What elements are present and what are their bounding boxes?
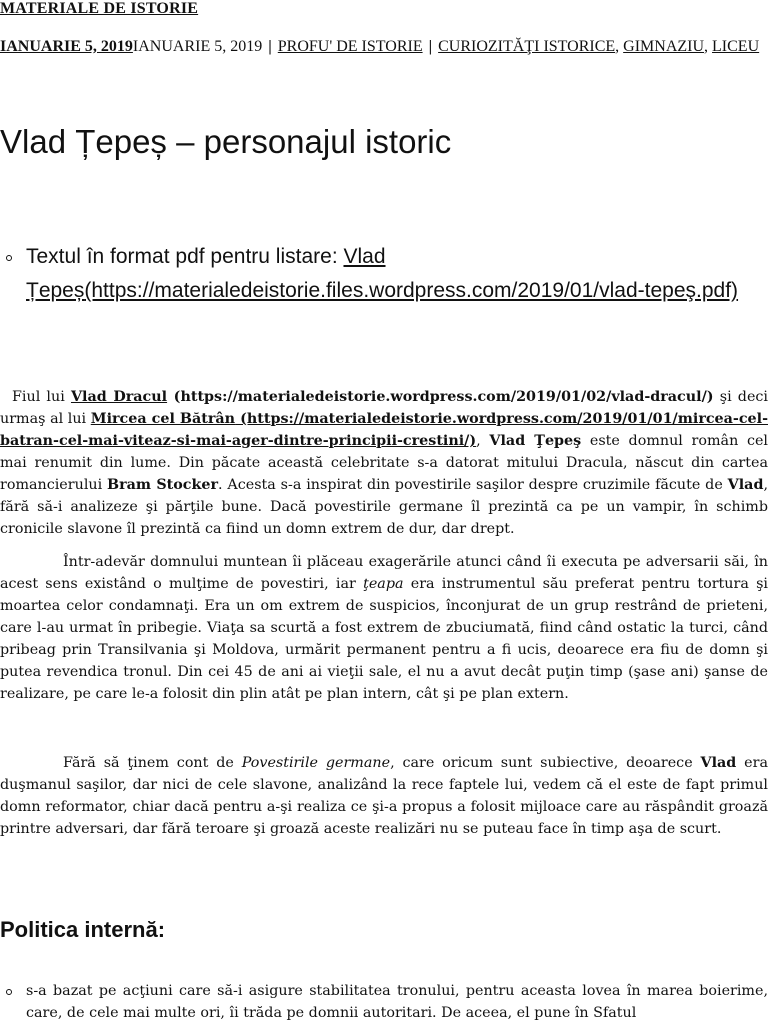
internal-policy-list <box>0 980 768 1024</box>
post-title: Vlad Țepeș – personajul istoric <box>0 123 452 160</box>
post-meta <box>0 36 768 58</box>
category-comma: , <box>704 38 713 55</box>
text: şi deci urmaş al lui <box>0 389 768 427</box>
text: Într-adevăr domnului muntean îi plăceau exagerările atunci când îi executa pe adversarii săi, în acest sens existând o mulţime de povestiri, iar <box>0 554 768 592</box>
hollow-bullet-icon <box>6 989 12 995</box>
bold-name: Vlad Ţepeş <box>489 433 582 449</box>
category-comma: , <box>615 38 624 55</box>
meta-separator: | <box>268 38 272 55</box>
pdf-download-link[interactable]: Vlad Țepeș <box>26 245 386 302</box>
pdf-item-prefix: Textul în format pdf pentru listare: <box>26 245 344 268</box>
italic-term: Povestirile germane <box>241 755 391 771</box>
text: , care oricum sunt subiective, deoarece <box>390 755 701 771</box>
paragraph-intro <box>0 386 768 540</box>
mircea-cel-batran-url[interactable]: (https://materialedeistorie.wordpress.com/2019/01/01/mircea-cel-batran-cel-mai-viteaz-si-mai-ager-dintre-principii-crestini/) <box>0 411 768 449</box>
list-item <box>0 980 768 1024</box>
policy-item-text: s-a bazat pe acţiuni care să-i asigure stabilitatea tronului, pentru aceasta lovea în marea boierime, care, de cele mai multe ori, îi trăda pe domnii autoritari. De aceea, el pune în Sfatul <box>26 983 768 1021</box>
section-heading: Politica internă: <box>0 917 166 942</box>
bold-name: Vlad <box>700 755 737 771</box>
post-date-published[interactable]: IANUARIE 5, 2019 <box>0 38 133 55</box>
category-link[interactable]: CURIOZITĂŢI ISTORICE <box>438 38 616 55</box>
list-item <box>0 240 768 308</box>
paragraph-reformer <box>0 752 768 840</box>
mircea-cel-batran-link[interactable]: Mircea cel Bătrân <box>90 411 236 427</box>
text: Fără să ţinem cont de <box>63 755 242 771</box>
text: este domnul român cel mai renumit din lume. Din păcate această celebritate s-a datorat mitului Dracula, născut din cartea romancierului <box>0 433 768 493</box>
meta-separator: | <box>428 38 433 55</box>
category-link[interactable]: GIMNAZIU <box>623 38 705 55</box>
site-title[interactable]: MATERIALE DE ISTORIE <box>0 0 199 17</box>
post-date-updated: IANUARIE 5, 2019 <box>132 38 263 55</box>
pdf-download-url[interactable]: (https://materialedeistorie.files.wordpress.com/2019/01/vlad-tepeş.pdf) <box>84 279 739 302</box>
category-link[interactable]: LICEU <box>712 38 760 55</box>
vlad-dracul-link[interactable]: Vlad Dracul <box>70 389 168 405</box>
bold-name: Bram Stocker <box>107 477 219 493</box>
text: era duşmanul saşilor, dar nici de cele slavone, analizând la rece faptele lui, vedem că el este de fapt primul domn reformator, chiar dacă pentru a-şi realiza ce şi-a propus a folosit mijloace care au răspândit groază printre adversari, dar fără teroare şi groază aceste realizări nu se puteau face în timp aşa de scurt. <box>0 755 768 837</box>
italic-term: ţeapa <box>363 576 404 592</box>
text: era instrumentul său preferat pentru tortura şi moartea celor condamnaţi. Era un om extrem de suspicios, înconjurat de un grup restrând de prieteni, care l-au urmat în pribegie. Viaţa sa scurtă a fost extrem de zbuciumată, fiind când ostatic la turci, când pribeag prin Transilvania şi Moldova, urmărit permanent pentru a fi ucis, deoarece era fiu de domn şi putea revendica tronul. Din cei 45 de ani ai vieţii sale, el nu a avut decât puţin timp (şase ani) şanse de realizare, pe care le-a folosit din plin atât pe plan intern, cât şi pe plan extern. <box>0 576 768 702</box>
vlad-dracul-url: (https://materialedeistorie.wordpress.com/2019/01/02/vlad-dracul/) <box>167 389 714 405</box>
bold-name: Vlad <box>727 477 764 493</box>
text: , fără să-i analizeze şi părţile bune. Dacă povestirile germane îl prezintă ca pe un vampir, în schimb cronicile slavone îl prezintă ca fiind un domn extrem de dur, dar drept. <box>0 477 768 537</box>
pdf-download-list <box>0 240 768 308</box>
post-author-link[interactable]: PROFU' DE ISTORIE <box>277 38 423 55</box>
text: . Acesta s-a inspirat din povestirile saşilor despre cruzimile făcute de <box>218 477 728 493</box>
site-title-link[interactable] <box>0 0 198 18</box>
text: Fiul lui <box>12 389 71 405</box>
hollow-bullet-icon <box>6 255 12 261</box>
paragraph-cruelty <box>0 551 768 705</box>
text: , <box>476 433 490 449</box>
